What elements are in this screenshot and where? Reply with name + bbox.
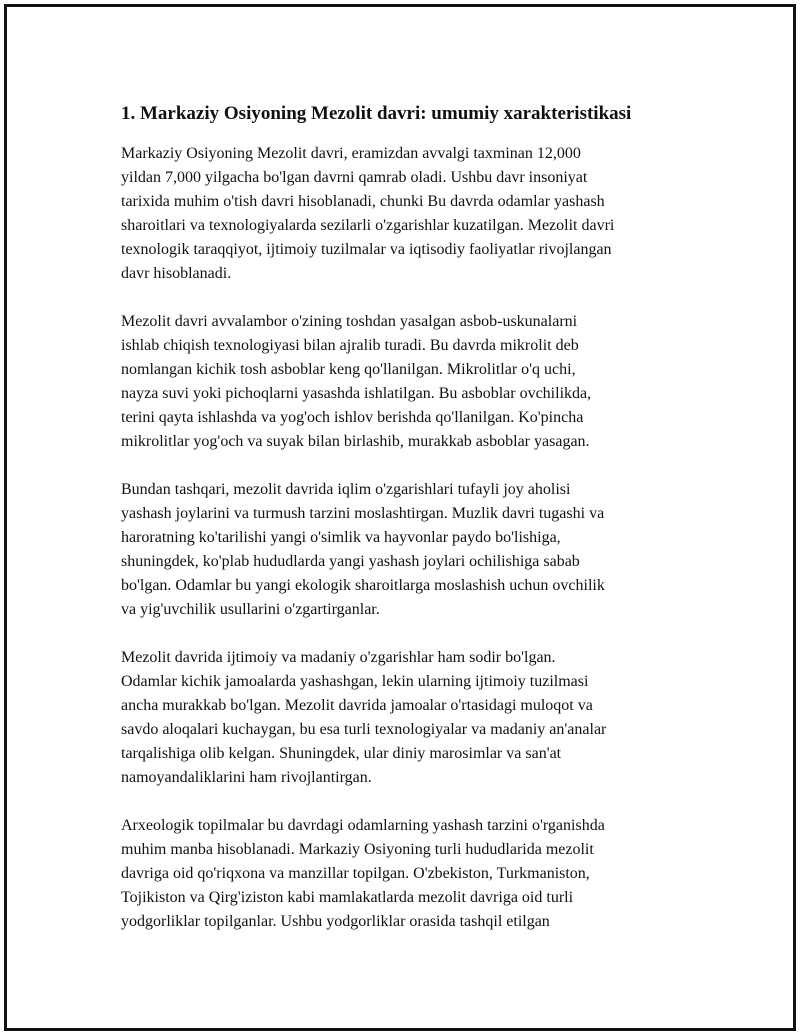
- paragraph: [121, 814, 691, 934]
- text-line: nayza suvi yoki pichoqlarni yasashda ishlatilgan. Bu asboblar ovchilikda,: [121, 385, 592, 402]
- page-frame: [4, 4, 796, 1031]
- paragraph: [121, 310, 691, 454]
- text-line: Mezolit davri avvalambor o'zining toshdan yasalgan asbob-uskunalarni: [121, 313, 578, 330]
- text-line: ancha murakkab bo'lgan. Mezolit davrida jamoalar o'rtasidagi muloqot va: [121, 697, 593, 714]
- text-line: Arxeologik topilmalar bu davrdagi odamlarning yashash tarzini o'rganishda: [121, 817, 605, 834]
- text-line: mikrolitlar yog'och va suyak bilan birlashib, murakkab asboblar yasagan.: [121, 433, 590, 450]
- text-line: terini qayta ishlashda va yog'och ishlov berishda qo'llanilgan. Ko'pincha: [121, 409, 584, 426]
- text-line: haroratning ko'tarilishi yangi o'simlik va hayvonlar paydo bo'lishiga,: [121, 529, 561, 546]
- text-line: Mezolit davrida ijtimoiy va madaniy o'zgarishlar ham sodir bo'lgan.: [121, 649, 556, 666]
- text-line: nomlangan kichik tosh asboblar keng qo'llanilgan. Mikrolitlar o'q uchi,: [121, 361, 576, 378]
- text-line: savdo aloqalari kuchaygan, bu esa turli texnologiyalar va madaniy an'analar: [121, 721, 607, 738]
- text-line: Odamlar kichik jamoalarda yashashgan, lekin ularning ijtimoiy tuzilmasi: [121, 673, 589, 690]
- text-line: shuningdek, ko'plab hududlarda yangi yashash joylari ochilishiga sabab: [121, 553, 580, 570]
- text-line: ishlab chiqish texnologiyasi bilan ajralib turadi. Bu davrda mikrolit deb: [121, 337, 579, 354]
- text-line: Tojikiston va Qirg'iziston kabi mamlakatlarda mezolit davriga oid turli: [121, 889, 574, 906]
- text-line: va yig'uvchilik usullarini o'zgartirganlar.: [121, 601, 380, 618]
- paragraph: [121, 478, 691, 622]
- text-line: yashash joylarini va turmush tarzini moslashtirgan. Muzlik davri tugashi va: [121, 505, 605, 522]
- document-title: 1. Markaziy Osiyoning Mezolit davri: umumiy xarakteristikasi: [121, 103, 632, 124]
- text-line: namoyandaliklarini ham rivojlantirgan.: [121, 769, 372, 786]
- text-line: yildan 7,000 yilgacha bo'lgan davrni qamrab oladi. Ushbu davr insoniyat: [121, 169, 588, 186]
- text-line: davr hisoblanadi.: [121, 265, 232, 282]
- text-line: bo'lgan. Odamlar bu yangi ekologik sharoitlarga moslashish uchun ovchilik: [121, 577, 605, 594]
- text-line: tarixida muhim o'tish davri hisoblanadi, chunki Bu davrda odamlar yashash: [121, 193, 605, 210]
- text-line: davriga oid qo'riqxona va manzillar topilgan. O'zbekiston, Turkmaniston,: [121, 865, 590, 882]
- paragraph: [121, 646, 691, 790]
- paragraph: [121, 142, 691, 286]
- text-line: sharoitlari va texnologiyalarda sezilarli o'zgarishlar kuzatilgan. Mezolit davri: [121, 217, 615, 234]
- text-line: tarqalishiga olib kelgan. Shuningdek, ular diniy marosimlar va san'at: [121, 745, 562, 762]
- text-line: Bundan tashqari, mezolit davrida iqlim o'zgarishlari tufayli joy aholisi: [121, 481, 571, 498]
- text-line: texnologik taraqqiyot, ijtimoiy tuzilmalar va iqtisodiy faoliyatlar rivojlangan: [121, 241, 612, 258]
- document-body: [121, 101, 691, 958]
- text-line: yodgorliklar topilganlar. Ushbu yodgorliklar orasida tashqil etilgan: [121, 913, 550, 930]
- text-line: Markaziy Osiyoning Mezolit davri, eramizdan avvalgi taxminan 12,000: [121, 145, 581, 162]
- text-line: muhim manba hisoblanadi. Markaziy Osiyoning turli hududlarida mezolit: [121, 841, 594, 858]
